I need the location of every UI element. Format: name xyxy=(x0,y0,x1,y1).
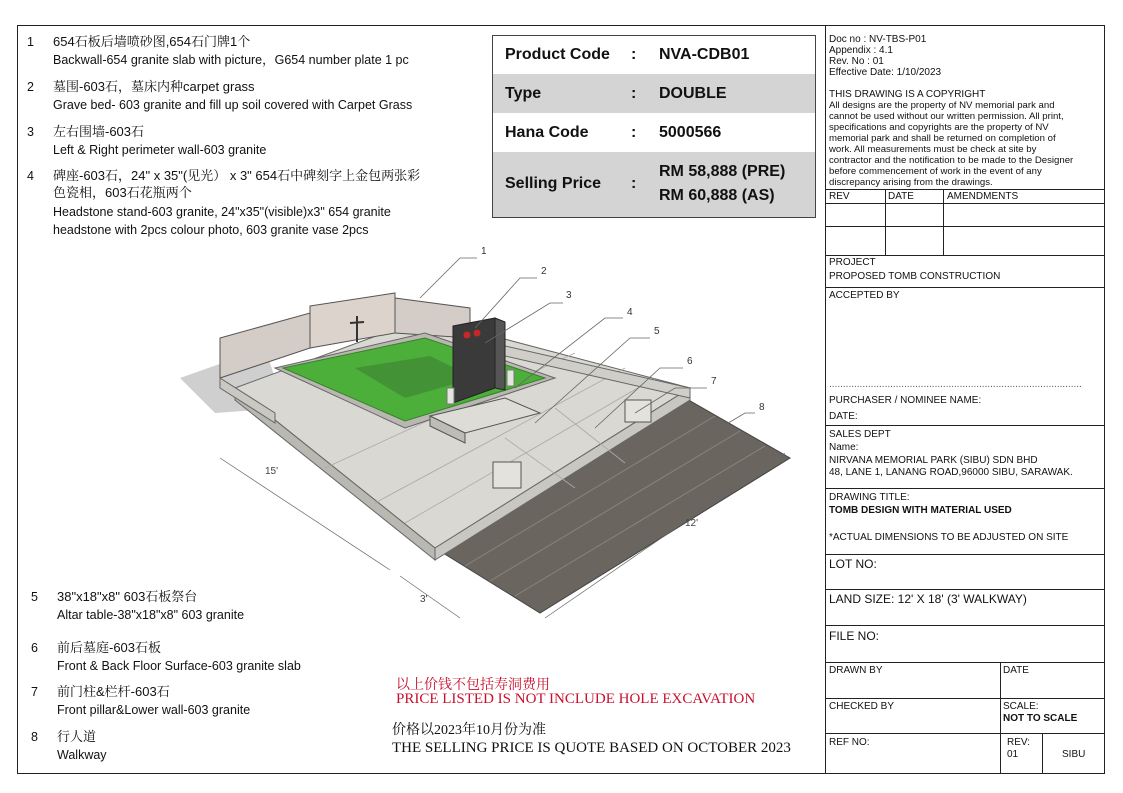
purchaser-label: PURCHASER / NOMINEE NAME: xyxy=(829,395,982,406)
copyright-line: work. All measurements must be check at site by xyxy=(829,144,1037,155)
appendix: Appendix : 4.1 xyxy=(829,45,893,56)
price-pre: RM 58,888 (PRE) xyxy=(659,163,786,180)
checked-by: CHECKED BY xyxy=(829,701,895,712)
note-price-en: THE SELLING PRICE IS QUOTE BASED ON OCTOBER 2023 xyxy=(392,740,791,756)
headstone xyxy=(453,318,495,403)
rev-header: REV xyxy=(829,191,850,202)
item-zh: 色瓷相，603石花瓶两个 xyxy=(53,185,192,200)
item-number: 4 xyxy=(27,169,34,183)
item-zh: 左右围墙-603石 xyxy=(53,124,145,139)
callout-7: 7 xyxy=(711,376,717,387)
selling-price-label: Selling Price xyxy=(505,175,602,192)
copyright-title: THIS DRAWING IS A COPYRIGHT xyxy=(829,89,986,100)
separator: : xyxy=(631,85,637,102)
note-price-zh: 价格以2023年10月份为准 xyxy=(392,723,546,738)
item-en: Left & Right perimeter wall-603 granite xyxy=(53,143,267,157)
hana-code-label: Hana Code xyxy=(505,124,589,141)
item-en: Grave bed- 603 granite and fill up soil covered with Carpet Grass xyxy=(53,98,413,112)
item-zh: 前门柱&栏杆-603石 xyxy=(57,684,170,699)
project-label: PROJECT xyxy=(829,257,876,268)
item-en: Headstone stand-603 granite, 24"x35"(visible)x3" 654 granite xyxy=(53,205,391,219)
vase-right xyxy=(507,370,514,386)
item-zh: 38"x18"x8" 603石板祭台 xyxy=(57,589,198,604)
note-hole-en: PRICE LISTED IS NOT INCLUDE HOLE EXCAVATION xyxy=(396,691,756,707)
rev-no: Rev. No : 01 xyxy=(829,56,884,67)
price-as: RM 60,888 (AS) xyxy=(659,187,775,204)
land-size: LAND SIZE: 12' X 18' (3' WALKWAY) xyxy=(829,592,1027,606)
date-header: DATE xyxy=(888,191,914,202)
actual-dimensions-note: *ACTUAL DIMENSIONS TO BE ADJUSTED ON SITE xyxy=(829,532,1069,543)
hana-code-row xyxy=(493,113,815,152)
hana-code-value: 5000566 xyxy=(659,124,722,141)
company-address: 48, LANE 1, LANANG ROAD,96000 SIBU, SARAWAK. xyxy=(829,467,1073,478)
copyright-line: contractor and the notification to be made to the Designer xyxy=(829,155,1074,166)
rev-value: 01 xyxy=(1007,749,1019,760)
company-name: NIRVANA MEMORIAL PARK (SIBU) SDN BHD xyxy=(829,455,1038,466)
location-sibu: SIBU xyxy=(1062,749,1086,760)
callout-8: 8 xyxy=(759,402,765,413)
item-zh: 墓围-603石，墓床内种carpet grass xyxy=(53,79,255,94)
item-number: 7 xyxy=(31,685,38,699)
scale-label: SCALE: xyxy=(1003,701,1039,712)
copyright-line: All designs are the property of NV memorial park and xyxy=(829,100,1055,111)
item-number: 3 xyxy=(27,125,34,139)
note-hole-zh: 以上价钱不包括寿洞费用 xyxy=(396,678,550,693)
callout-4: 4 xyxy=(627,307,633,318)
drawing-title: TOMB DESIGN WITH MATERIAL USED xyxy=(829,505,1012,516)
item-en: Front pillar&Lower wall-603 granite xyxy=(57,703,251,717)
product-code-label: Product Code xyxy=(505,46,610,63)
type-label: Type xyxy=(505,85,542,102)
name-label: Name: xyxy=(829,442,859,453)
item-zh: 前后墓庭-603石板 xyxy=(57,640,162,655)
file-no: FILE NO: xyxy=(829,629,880,643)
item-en: Backwall-654 granite slab with picture，G654 number plate 1 pc xyxy=(53,53,409,67)
ref-no: REF NO: xyxy=(829,737,870,748)
rev-label: REV: xyxy=(1007,737,1030,748)
doc-no: Doc no : NV-TBS-P01 xyxy=(829,34,927,45)
separator: : xyxy=(631,124,637,141)
amendments-header: AMENDMENTS xyxy=(947,191,1019,202)
dimension-3ft: 3' xyxy=(420,594,428,605)
dimension-12ft: 12' xyxy=(685,518,699,529)
copyright-line: cannot be used without our written permission. All print, xyxy=(829,111,1064,122)
item-number: 8 xyxy=(31,730,38,744)
callout-3: 3 xyxy=(566,290,572,301)
item-en: Walkway xyxy=(57,748,107,762)
scale-value: NOT TO SCALE xyxy=(1003,713,1078,724)
vase-left xyxy=(447,388,454,404)
item-number: 1 xyxy=(27,35,34,49)
dimension-15ft: 15' xyxy=(265,466,279,477)
callout-2: 2 xyxy=(541,266,547,277)
drawing-title-label: DRAWING TITLE: xyxy=(829,492,910,503)
item-en: Front & Back Floor Surface-603 granite slab xyxy=(57,659,301,673)
tomb-drawing xyxy=(175,238,825,628)
copyright-line: before commencement of work in the event of any xyxy=(829,166,1042,177)
item-en: headstone with 2pcs colour photo, 603 granite vase 2pcs xyxy=(53,223,369,237)
effective-date: Effective Date: 1/10/2023 xyxy=(829,67,942,78)
product-info-table xyxy=(492,35,816,218)
sales-dept: SALES DEPT xyxy=(829,429,891,440)
separator: : xyxy=(631,46,637,63)
product-code-row xyxy=(493,36,815,74)
photo-left xyxy=(464,332,471,339)
purchase-date-label: DATE: xyxy=(829,411,858,422)
item-zh: 行人道 xyxy=(57,729,97,744)
selling-price-row xyxy=(493,152,815,217)
signature-line: ........................................................................................... xyxy=(829,379,1082,390)
callout-5: 5 xyxy=(654,326,660,337)
type-row xyxy=(493,74,815,113)
separator: : xyxy=(631,175,637,192)
drawn-by: DRAWN BY xyxy=(829,665,883,676)
front-pillar-left xyxy=(493,462,521,488)
item-zh: 碑座-603石，24" x 35"(见光） x 3" 654石中碑刻字上金包两张彩 xyxy=(53,168,421,183)
item-en: Altar table-38"x18"x8" 603 granite xyxy=(57,608,245,622)
item-number: 6 xyxy=(31,641,38,655)
lot-no: LOT NO: xyxy=(829,557,877,571)
project-value: PROPOSED TOMB CONSTRUCTION xyxy=(829,271,1001,282)
item-zh: 654石板后墙喷砂图,654石门牌1个 xyxy=(53,34,251,49)
type-value: DOUBLE xyxy=(659,85,727,102)
photo-right xyxy=(474,330,481,337)
accepted-by: ACCEPTED BY xyxy=(829,290,900,301)
callout-1: 1 xyxy=(481,246,487,257)
copyright-line: memorial park and shall be returned on completion of xyxy=(829,133,1056,144)
item-number: 5 xyxy=(31,590,38,604)
item-number: 2 xyxy=(27,80,34,94)
drawn-date: DATE xyxy=(1003,665,1029,676)
copyright-line: specifications and copyrights are the property of NV xyxy=(829,122,1049,133)
callout-6: 6 xyxy=(687,356,693,367)
copyright-line: discrepancy arising from the drawings. xyxy=(829,177,993,188)
product-code-value: NVA-CDB01 xyxy=(659,46,750,63)
